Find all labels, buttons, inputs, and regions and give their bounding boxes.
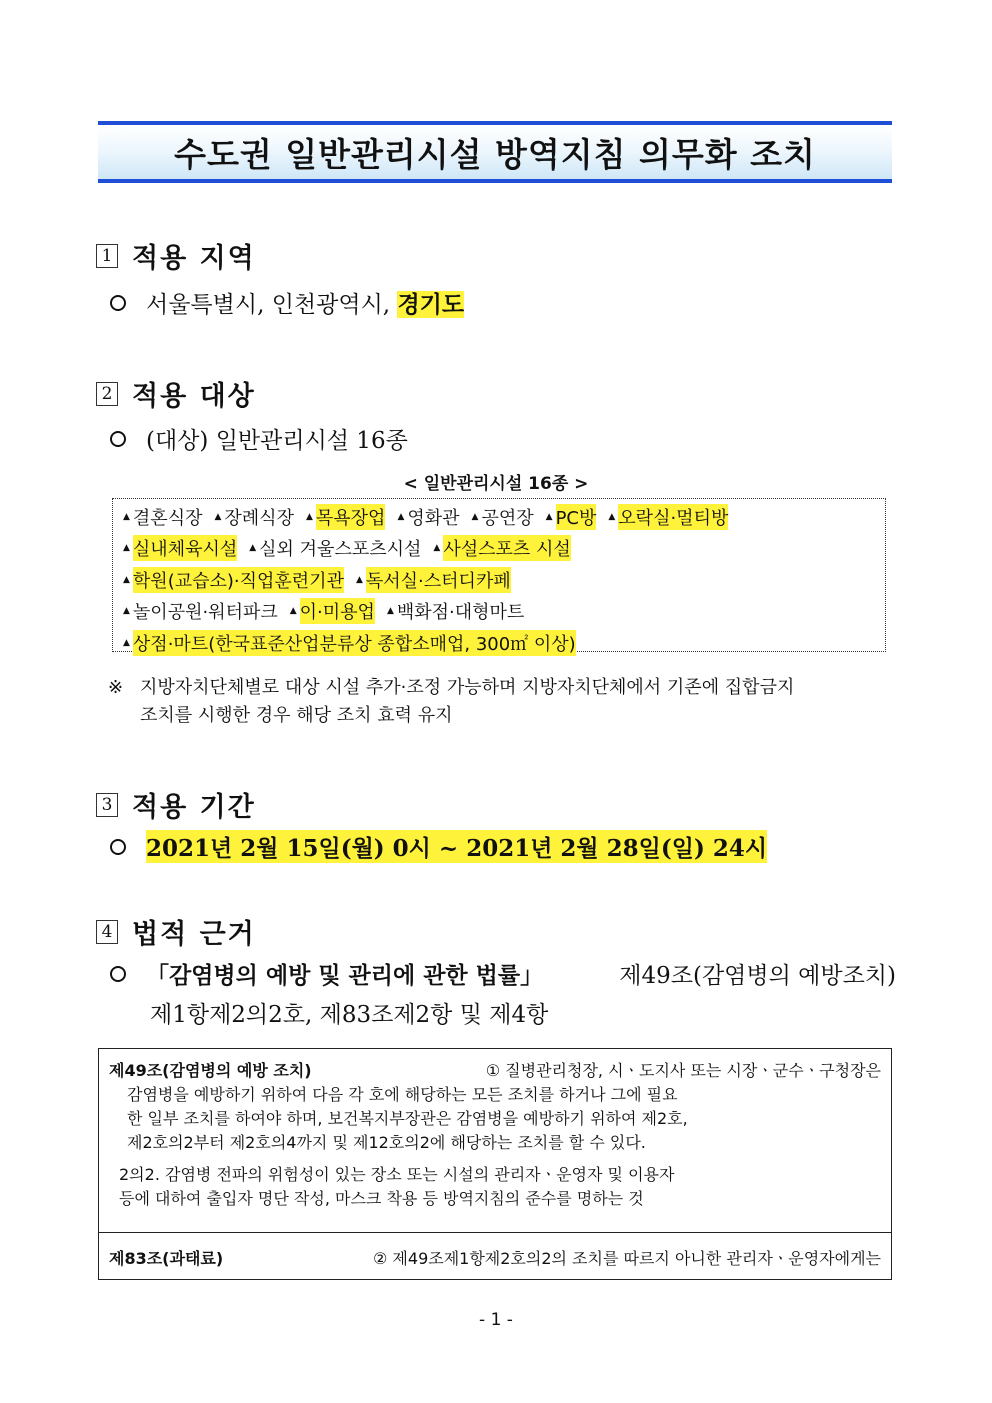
article-49-excerpt	[99, 1049, 891, 1233]
facility-item: ▲ 독서실·스터디카페	[356, 567, 511, 593]
law-name: 「감염병의 예방 및 관리에 관한 법률」	[146, 962, 544, 989]
triangle-bullet-icon: ▲	[123, 511, 130, 522]
facility-item: ▲ 결혼식장	[123, 507, 203, 529]
triangle-bullet-icon: ▲	[386, 606, 394, 617]
triangle-bullet-icon: ▲	[608, 511, 616, 522]
triangle-bullet-icon: ▲	[471, 511, 479, 522]
facility-item: ▲ 놀이공원·워터파크	[123, 602, 278, 624]
triangle-bullet-icon: ▲	[123, 543, 130, 554]
note-line: 조치를 시행한 경우 해당 조치 효력 유지	[140, 705, 453, 726]
target-text: (대상) 일반관리시설 16종	[146, 428, 408, 454]
region-highlight: 경기도	[397, 291, 465, 318]
triangle-bullet-icon: ▲	[397, 511, 405, 522]
facility-item: ▲ 사설스포츠 시설	[433, 535, 570, 561]
triangle-bullet-icon: ▲	[355, 574, 363, 585]
circle-bullet-icon	[110, 295, 126, 311]
triangle-bullet-icon: ▲	[289, 606, 297, 617]
section-number: 3	[96, 793, 118, 817]
article-title: 제49조(감염병의 예방 조치)	[109, 1061, 312, 1080]
triangle-bullet-icon: ▲	[123, 637, 130, 648]
target-bullet	[110, 422, 408, 455]
facility-item: ▲ 공연장	[471, 507, 534, 529]
law-excerpt-line: 제49조(감염병의 예방 조치) ① 질병관리청장, 시ㆍ도지사 또는 시장ㆍ군수ㆍ구청장은	[109, 1059, 881, 1083]
region-bullet	[110, 286, 464, 319]
triangle-bullet-icon: ▲	[305, 511, 313, 522]
section-number: 1	[96, 244, 118, 268]
section-number: 4	[96, 920, 118, 944]
law-excerpt-line: 등에 대하여 출입자 명단 작성, 마스크 착용 등 방역지침의 준수를 명하는 것	[119, 1189, 644, 1208]
facility-item: ▲ 상점·마트(한국표준산업분류상 종합소매업, 300㎡ 이상)	[123, 630, 576, 656]
triangle-bullet-icon: ▲	[249, 543, 257, 554]
period-bullet	[110, 830, 767, 863]
triangle-bullet-icon: ▲	[433, 543, 441, 554]
facility-row	[123, 596, 885, 628]
law-line-2: 제1항제2의2호, 제83조제2항 및 제4항	[150, 1002, 549, 1028]
circle-bullet-icon	[110, 431, 126, 447]
facility-item: ▲ 학원(교습소)·직업훈련기관	[123, 567, 344, 593]
facility-list-box	[112, 498, 886, 655]
triangle-bullet-icon: ▲	[123, 606, 130, 617]
law-excerpt-line: 제2호의2부터 제2호의4까지 및 제12호의2에 해당하는 조치를 할 수 있다.	[127, 1133, 646, 1152]
article-title: 제83조(과태료)	[109, 1248, 224, 1268]
section-title: 법적 근거	[132, 919, 256, 950]
section-title: 적용 지역	[132, 243, 256, 274]
circle-bullet-icon	[110, 966, 126, 982]
facility-row	[123, 533, 885, 565]
facility-item: ▲ 실내체육시설	[123, 535, 237, 561]
facility-row	[123, 627, 885, 659]
triangle-bullet-icon: ▲	[123, 574, 130, 585]
section-1-heading	[96, 236, 256, 275]
page-number: - 1 -	[479, 1310, 513, 1330]
law-article: 제49조(감염병의 예방조치)	[619, 963, 896, 989]
section-number: 2	[96, 382, 118, 406]
facility-row	[123, 501, 885, 533]
section-title: 적용 대상	[132, 381, 256, 412]
facility-item: ▲ 영화관	[397, 507, 460, 529]
note-symbol: ※	[108, 677, 124, 698]
law-line	[146, 957, 896, 990]
facility-item: ▲ 이·미용업	[290, 598, 375, 624]
law-excerpt-line: 한 일부 조치를 하여야 하며, 보건복지부장관은 감염병을 예방하기 위하여 제2호,	[127, 1109, 688, 1128]
region-text: 서울특별시, 인천광역시, 경기도	[146, 291, 465, 318]
note	[108, 674, 898, 730]
facility-item: ▲ 실외 겨울스포츠시설	[249, 539, 422, 561]
triangle-bullet-icon: ▲	[214, 511, 222, 522]
section-2-heading	[96, 374, 256, 413]
triangle-bullet-icon: ▲	[545, 511, 553, 522]
section-3-heading	[96, 785, 256, 824]
facility-item: ▲ 목욕장업	[306, 504, 385, 530]
facility-item: ▲ 장례식장	[214, 507, 294, 529]
facility-item: ▲ 백화점·대형마트	[386, 602, 525, 624]
article-83-excerpt: 제83조(과태료) ② 제49조제1항제2호의2의 조치를 따르지 아니한 관리자ㆍ운영자에게는	[99, 1233, 891, 1281]
law-excerpt-box	[98, 1048, 892, 1280]
facility-item: ▲ PC방	[546, 504, 597, 530]
note-line: 지방자치단체별로 대상 시설 추가·조정 가능하며 지방자치단체에서 기존에 집합금지	[140, 677, 795, 698]
facility-row	[123, 564, 885, 596]
title-box	[98, 121, 892, 183]
law-bullet	[110, 957, 896, 990]
law-excerpt-line: 감염병을 예방하기 위하여 다음 각 호에 해당하는 모든 조치를 하거나 그에 필요	[127, 1085, 678, 1104]
section-title: 적용 기간	[132, 792, 256, 823]
law-excerpt-line: 2의2. 감염병 전파의 위험성이 있는 장소 또는 시설의 관리자ㆍ운영자 및 이용자	[119, 1165, 675, 1184]
period-text: 2021년 2월 15일(월) 0시 ~ 2021년 2월 28일(일) 24시	[146, 830, 767, 863]
facility-caption: < 일반관리시설 16종 >	[403, 474, 589, 494]
circle-bullet-icon	[110, 839, 126, 855]
section-4-heading	[96, 912, 256, 951]
page-title: 수도권 일반관리시설 방역지침 의무화 조치	[174, 134, 816, 174]
facility-item: ▲ 오락실·멀티방	[608, 504, 728, 530]
